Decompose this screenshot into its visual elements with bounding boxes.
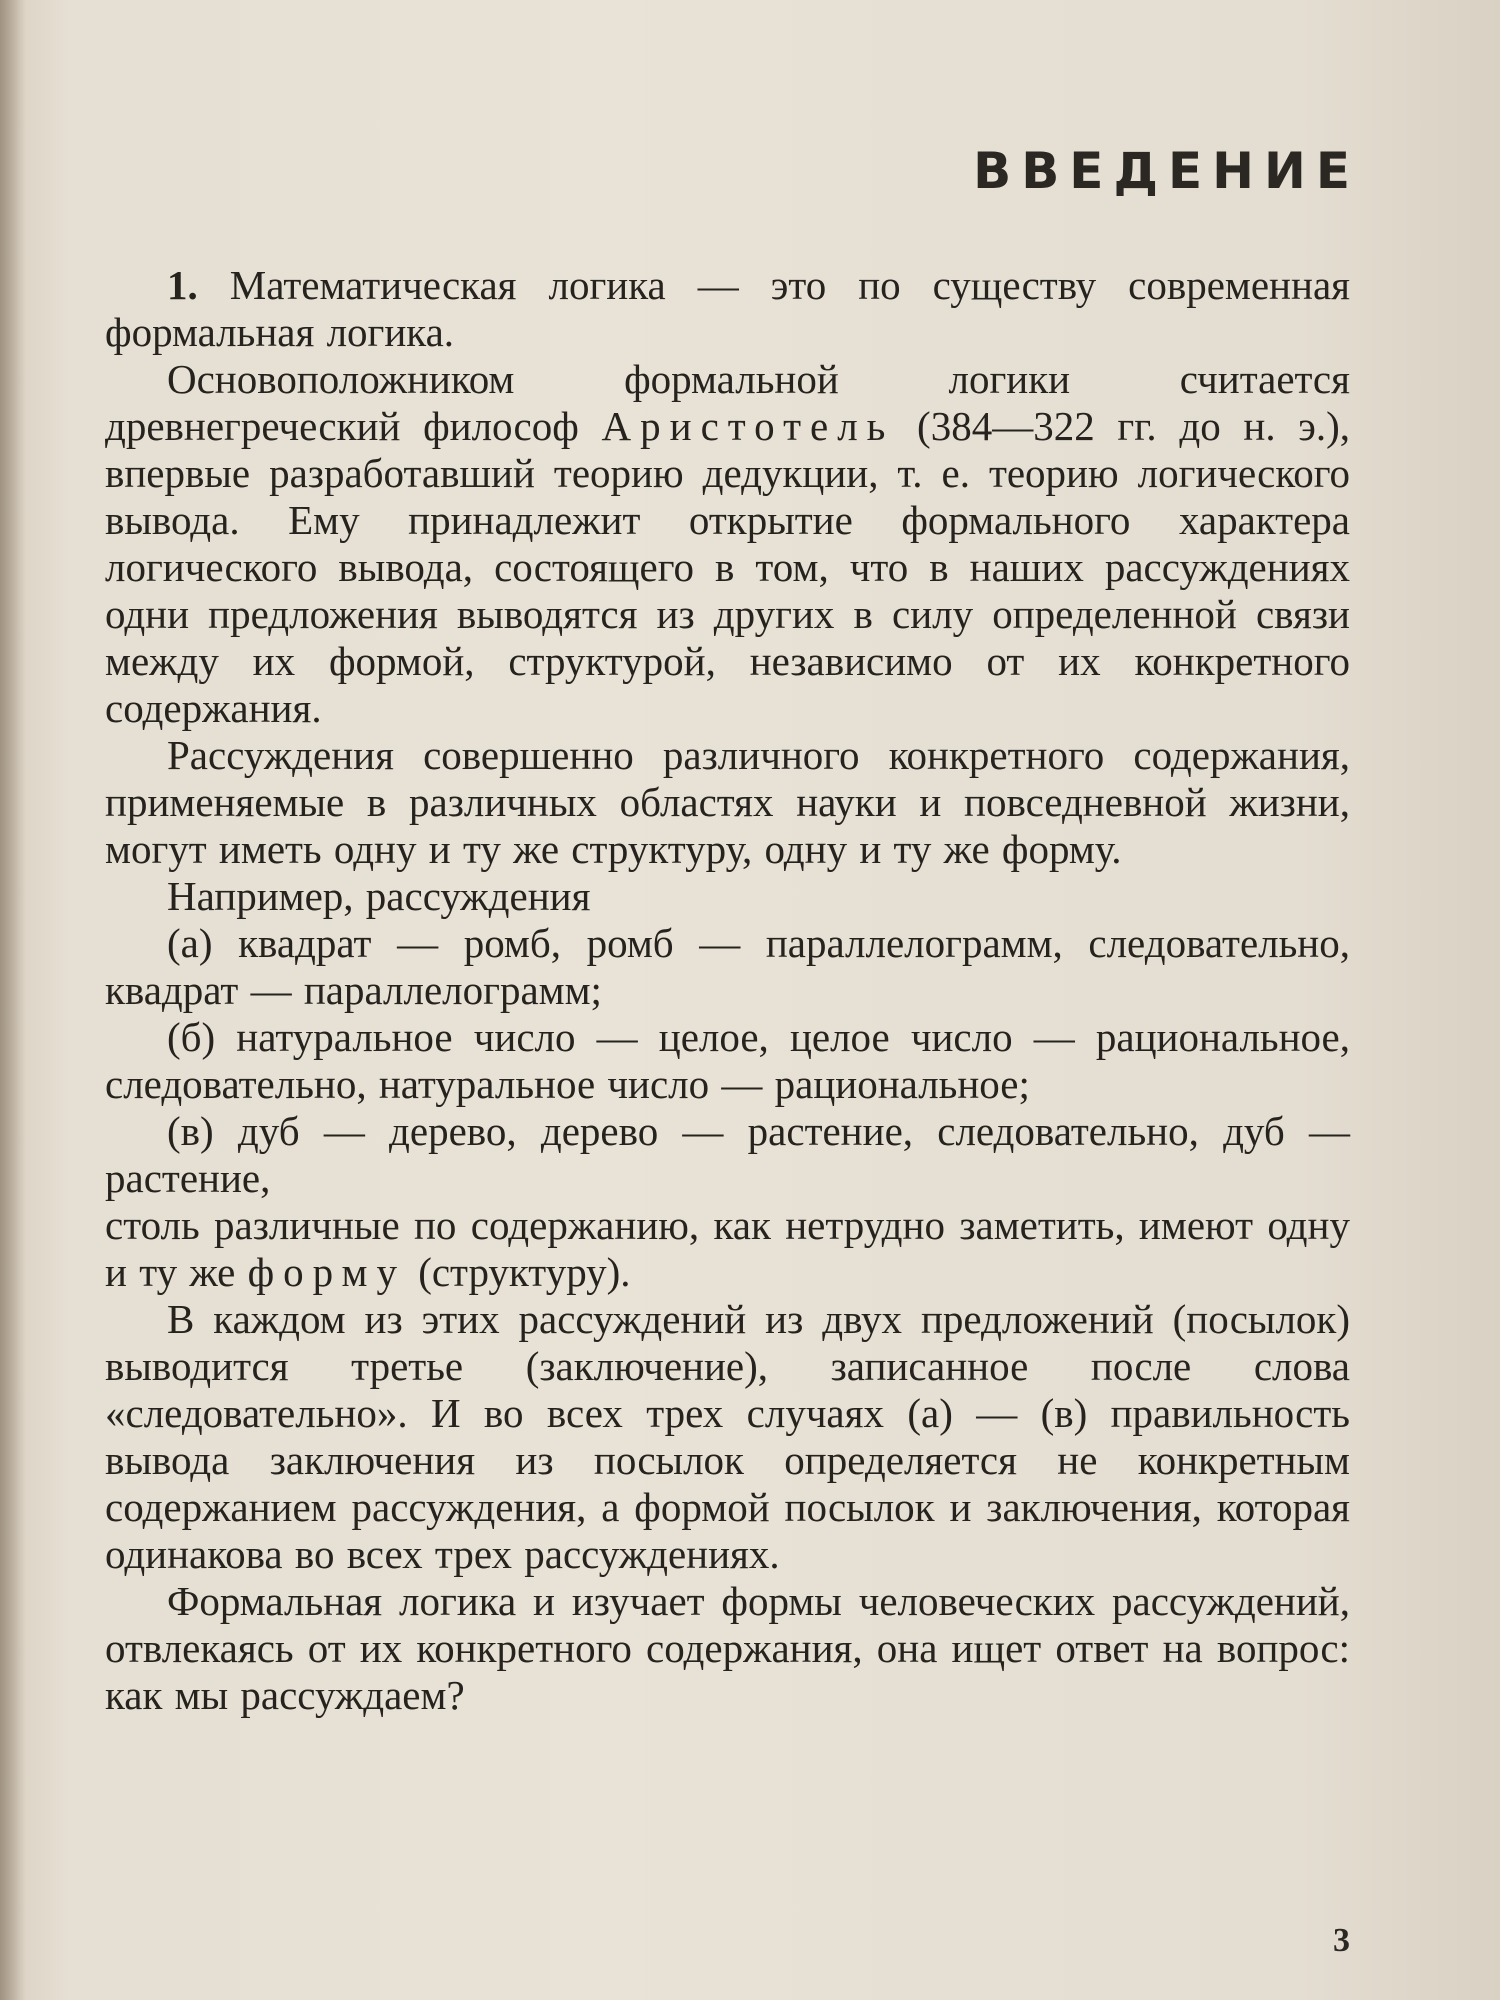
paragraph-2	[105, 356, 1350, 732]
chapter-title: ВВЕДЕНИЕ	[973, 142, 1360, 200]
paragraph-1-text: Математическая логика — это по существу современная формальная логика.	[105, 262, 1350, 355]
section-number: 1.	[167, 262, 198, 308]
examples-conclusion-before: столь различные по содержанию, как нетрудно заметить, имеют одну и ту же	[105, 1202, 1350, 1295]
example-list	[105, 920, 1350, 1202]
paragraph-2-before: Основоположником формальной логики считается древнегреческий философ	[105, 356, 1350, 449]
paragraph-6: Формальная логика и изучает формы человеческих рассуждений, отвлекаясь от их конкретного содержания, она ищет ответ на вопрос: как мы рассуждаем?	[105, 1578, 1350, 1718]
examples-conclusion-after: (структуру).	[405, 1249, 631, 1295]
spaced-word-form: форму	[247, 1249, 406, 1295]
paragraph-5: В каждом из этих рассуждений из двух предложений (посылок) выводится третье (заключение), записанное после слова «следовательно». И во всех трех случаях (а) — (в) правильность вывода заключения из посылок определяется не конкретным содержанием рассуждения, а формой посылок и заключения, которая одинакова во всех трех рассуждениях.	[105, 1296, 1350, 1577]
spaced-name-aristotle: Аристотель	[601, 403, 895, 449]
page-gutter-shadow	[0, 0, 26, 2000]
paragraph-1	[105, 262, 1350, 356]
page-number: 3	[1333, 1922, 1350, 1959]
example-a: (а) квадрат — ромб, ромб — параллелограмм, следовательно, квадрат — параллелограмм;	[105, 920, 1350, 1013]
examples-conclusion	[105, 1202, 1350, 1296]
paragraph-3: Рассуждения совершенно различного конкретного содержания, применяемые в различных областях науки и повседневной жизни, могут иметь одну и ту же структуру, одну и ту же форму.	[105, 732, 1350, 872]
example-b: (б) натуральное число — целое, целое число — рациональное, следовательно, натуральное число — рациональное;	[105, 1014, 1350, 1107]
body-text	[105, 262, 1350, 1719]
paragraph-2-after: (384—322 гг. до н. э.), впервые разработавший теорию дедукции, т. е. теорию логического вывода. Ему принадлежит открытие формального характера логического вывода, состоящего в том, что в наших рассуждениях одни предложения выводятся из других в силу определенной связи между их формой, структурой, независимо от их конкретного содержания.	[105, 403, 1351, 731]
paragraph-4: Например, рассуждения	[167, 873, 591, 919]
example-c: (в) дуб — дерево, дерево — растение, следовательно, дуб — растение,	[105, 1108, 1350, 1201]
